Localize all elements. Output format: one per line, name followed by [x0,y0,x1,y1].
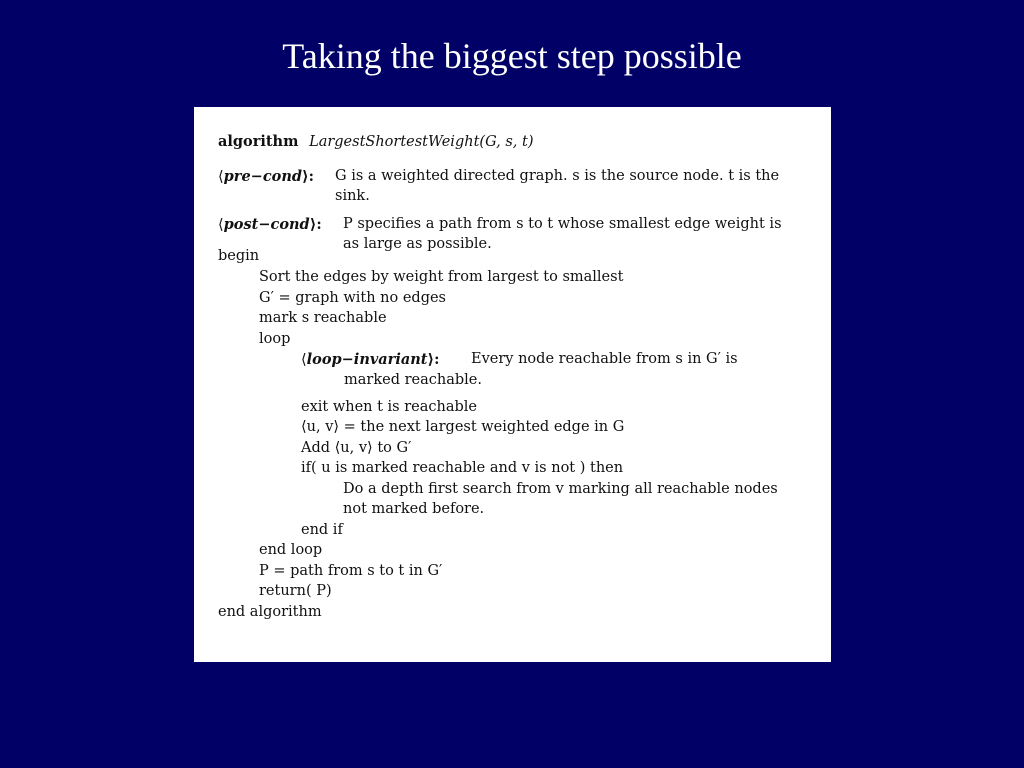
if-line: if( u is marked reachable and v is not ) then [301,460,624,476]
endif-line: end if [301,522,343,538]
begin-line: begin [218,248,260,264]
algorithm-header [218,133,534,151]
angle-close: ⟩: [302,168,314,185]
dfs-line-2: not marked before. [343,501,485,517]
sort-line: Sort the edges by weight from largest to smallest [259,269,624,285]
post-cond-keyword: post−cond [223,216,310,233]
loop-invariant-text-1: Every node reachable from s in G′ is [471,351,738,367]
algorithm-panel [194,107,831,662]
pre-cond-text-1: G is a weighted directed graph. s is the source node. t is the [335,168,780,184]
dfs-line-1: Do a depth first search from v marking all reachable nodes [343,481,778,497]
path-line: P = path from s to t in G′ [259,563,443,579]
loop-line: loop [259,331,291,347]
algorithm-params: (G, s, t) [479,134,534,150]
pre-cond-text-2: sink. [335,188,370,204]
angle-open: ⟨ [218,217,224,233]
endloop-line: end loop [259,542,323,558]
algorithm-name: LargestShortestWeight [309,134,480,150]
post-cond-text-1: P specifies a path from s to t whose smallest edge weight is [343,216,782,232]
mark-line: mark s reachable [259,310,387,326]
loop-invariant-keyword: loop−invariant [306,351,428,368]
return-line: return( P) [259,583,332,599]
angle-close: ⟩: [309,216,322,233]
add-line: Add ⟨u, v⟩ to G′ [301,440,412,456]
angle-close: ⟩: [427,351,440,368]
end-algorithm-line: end algorithm [218,604,322,620]
angle-open: ⟨ [301,352,307,368]
angle-open: ⟨ [218,169,224,185]
post-cond-label [218,216,322,234]
gprime-line: G′ = graph with no edges [259,290,446,306]
loop-invariant-text-2: marked reachable. [344,372,482,388]
loop-invariant-label [301,351,439,369]
slide-title: Taking the biggest step possible [282,36,742,76]
exit-line: exit when t is reachable [301,399,477,415]
pre-cond-keyword: pre−cond [223,168,303,185]
pre-cond-label [218,168,314,186]
algorithm-keyword: algorithm [218,133,299,150]
next-edge-line: ⟨u, v⟩ = the next largest weighted edge in G [301,419,625,435]
post-cond-text-2: as large as possible. [343,236,492,252]
